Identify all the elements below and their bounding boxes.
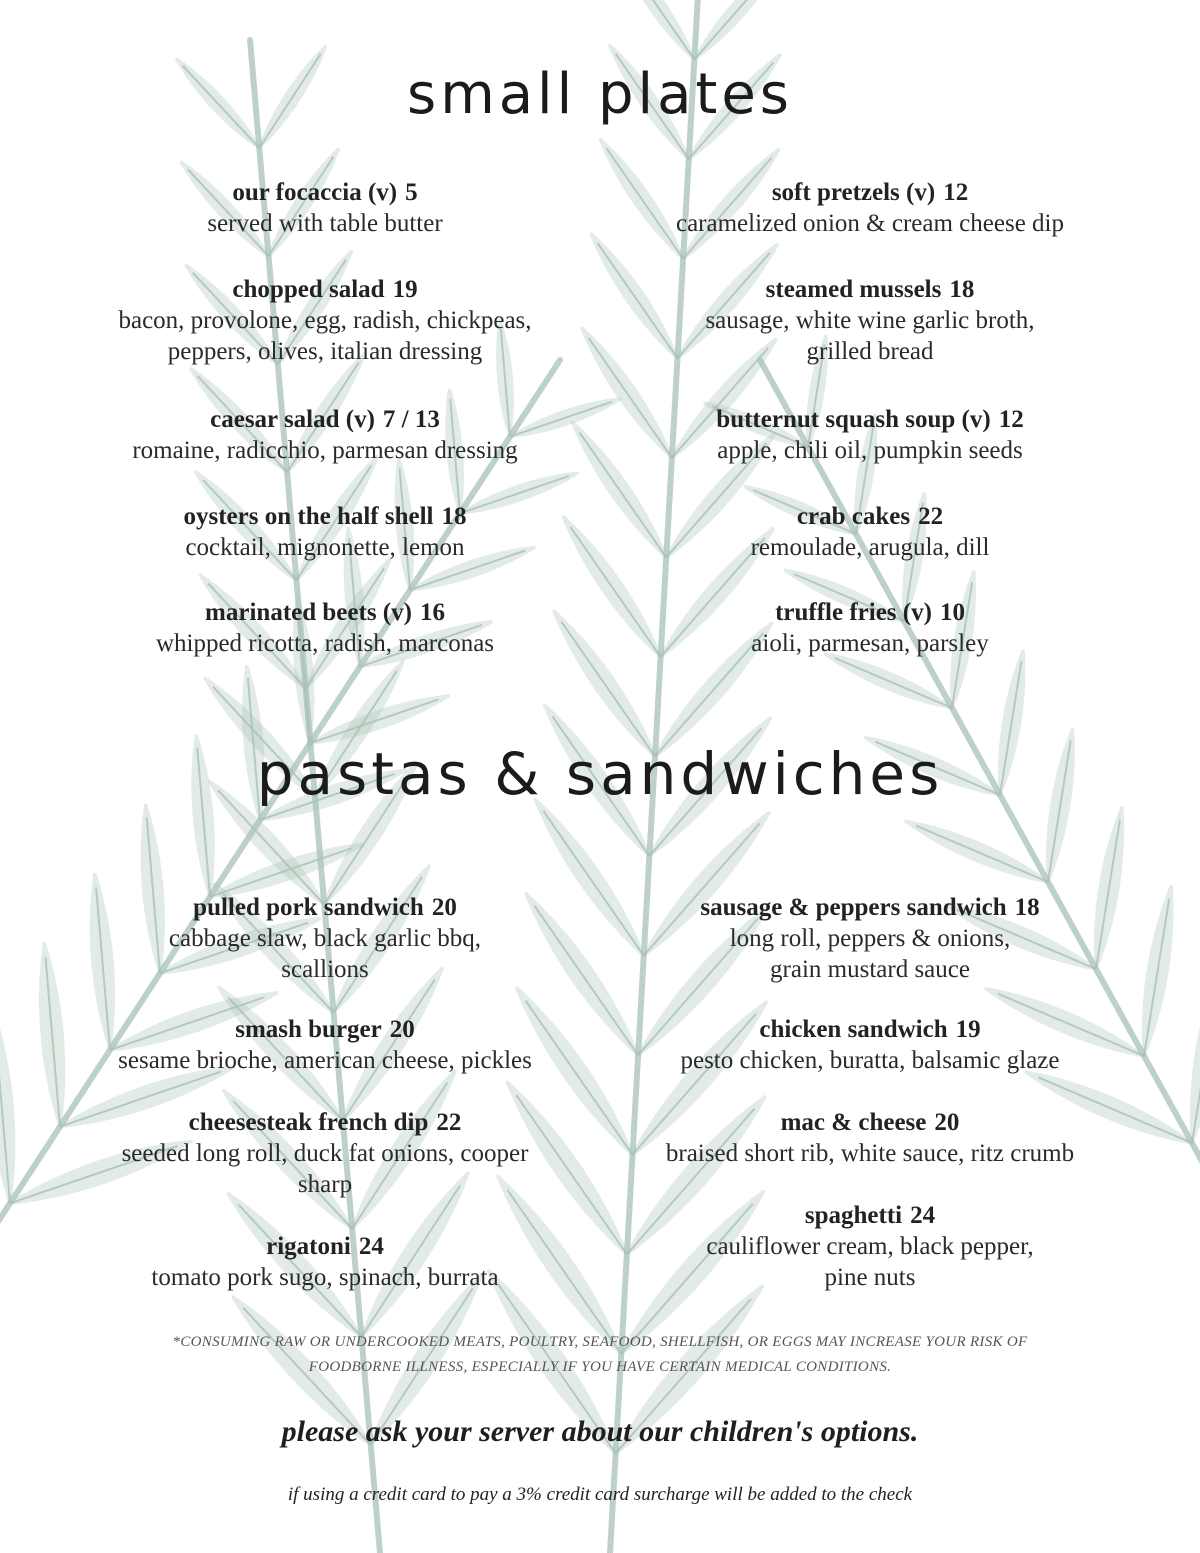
item-description: remoulade, arugula, dill	[750, 534, 990, 561]
item-name: oysters on the half shell	[183, 503, 434, 530]
item-description: sesame brioche, american cheese, pickles	[118, 1047, 532, 1074]
children-options-note: please ask your server about our children's options.	[281, 1415, 919, 1448]
item-name: truffle fries (v)	[775, 599, 932, 626]
menu-item	[590, 1108, 1150, 1169]
item-description: cabbage slaw, black garlic bbq,	[168, 925, 482, 952]
menu-item	[590, 502, 1150, 563]
item-description: scallions	[281, 956, 369, 983]
menu-item	[45, 275, 605, 367]
item-name: caesar salad (v)	[210, 406, 375, 433]
item-description: caramelized onion & cream cheese dip	[675, 210, 1064, 237]
raw-food-disclaimer	[100, 1330, 1100, 1380]
item-description: romaine, radicchio, parmesan dressing	[132, 437, 518, 464]
item-name: soft pretzels (v)	[771, 179, 936, 206]
item-name: our focaccia (v)	[232, 179, 398, 206]
item-name: chopped salad	[232, 276, 385, 303]
menu-item	[45, 502, 605, 563]
item-price: 19	[392, 276, 418, 303]
item-description: sharp	[297, 1171, 353, 1198]
menu-item	[590, 275, 1150, 367]
item-description: pesto chicken, buratta, balsamic glaze	[680, 1047, 1060, 1074]
menu-item	[45, 1015, 605, 1076]
item-description: cocktail, mignonette, lemon	[185, 534, 465, 561]
item-description: peppers, olives, italian dressing	[167, 338, 483, 365]
item-name: rigatoni	[266, 1233, 351, 1260]
item-name: pulled pork sandwich	[193, 894, 424, 921]
item-description: cauliflower cream, black pepper,	[706, 1233, 1034, 1260]
disclaimer-line: FOODBORNE ILLNESS, ESPECIALLY IF YOU HAVE CERTAIN MEDICAL CONDITIONS.	[308, 1359, 892, 1375]
menu-item	[45, 405, 605, 466]
item-price: 10	[939, 599, 965, 626]
menu-item	[590, 893, 1150, 985]
item-price: 24	[910, 1202, 936, 1229]
item-name: marinated beets (v)	[205, 599, 412, 626]
section-title-small-plates: small plates	[407, 62, 793, 127]
item-description: bacon, provolone, egg, radish, chickpeas,	[118, 307, 532, 334]
item-description: pine nuts	[824, 1264, 916, 1291]
item-name: steamed mussels	[765, 276, 942, 303]
item-price: 22	[918, 503, 944, 530]
item-price: 12	[998, 406, 1024, 433]
item-price: 5	[405, 179, 418, 206]
section-title-pastas-sandwiches: pastas & sandwiches	[256, 740, 944, 808]
disclaimer-line: *CONSUMING RAW OR UNDERCOOKED MEATS, POULTRY, SEAFOOD, SHELLFISH, OR EGGS MAY INCREASE YOUR RISK OF	[172, 1334, 1028, 1350]
item-name: spaghetti	[804, 1202, 903, 1229]
menu-item	[45, 598, 605, 659]
item-description: seeded long roll, duck fat onions, cooper	[121, 1140, 529, 1167]
item-description: braised short rib, white sauce, ritz crumb	[665, 1140, 1075, 1167]
item-price: 20	[389, 1016, 415, 1043]
item-price: 16	[419, 599, 445, 626]
item-price: 20	[431, 894, 457, 921]
item-description: sausage, white wine garlic broth,	[705, 307, 1035, 334]
item-description: grilled bread	[806, 338, 934, 365]
credit-card-surcharge-note: if using a credit card to pay a 3% credit card surcharge will be added to the check	[287, 1484, 913, 1505]
menu-item	[590, 598, 1150, 659]
item-price: 22	[436, 1109, 462, 1136]
menu-item	[590, 1201, 1150, 1293]
item-description: apple, chili oil, pumpkin seeds	[717, 437, 1023, 464]
item-description: grain mustard sauce	[770, 956, 970, 983]
item-price: 24	[358, 1233, 384, 1260]
menu-item	[45, 893, 605, 985]
item-price: 19	[955, 1016, 981, 1043]
menu-item	[45, 1232, 605, 1293]
menu-item	[45, 178, 605, 239]
item-name: smash burger	[235, 1016, 382, 1043]
item-name: cheesesteak french dip	[188, 1109, 429, 1136]
menu-item	[45, 1108, 605, 1200]
item-name: mac & cheese	[780, 1109, 927, 1136]
item-description: served with table butter	[207, 210, 443, 237]
item-price: 12	[943, 179, 969, 206]
item-name: butternut squash soup (v)	[716, 406, 991, 433]
item-name: chicken sandwich	[759, 1016, 948, 1043]
item-description: long roll, peppers & onions,	[729, 925, 1011, 952]
item-name: crab cakes	[796, 503, 911, 530]
item-description: whipped ricotta, radish, marconas	[155, 630, 495, 657]
item-price: 18	[441, 503, 467, 530]
item-price: 18	[1014, 894, 1040, 921]
item-price: 7 / 13	[382, 406, 440, 433]
item-description: aioli, parmesan, parsley	[751, 630, 989, 657]
menu-item	[590, 405, 1150, 466]
item-price: 20	[934, 1109, 960, 1136]
menu-item	[590, 178, 1150, 239]
item-name: sausage & peppers sandwich	[700, 894, 1007, 921]
item-price: 18	[949, 276, 975, 303]
menu-item	[590, 1015, 1150, 1076]
item-description: tomato pork sugo, spinach, burrata	[151, 1264, 499, 1291]
